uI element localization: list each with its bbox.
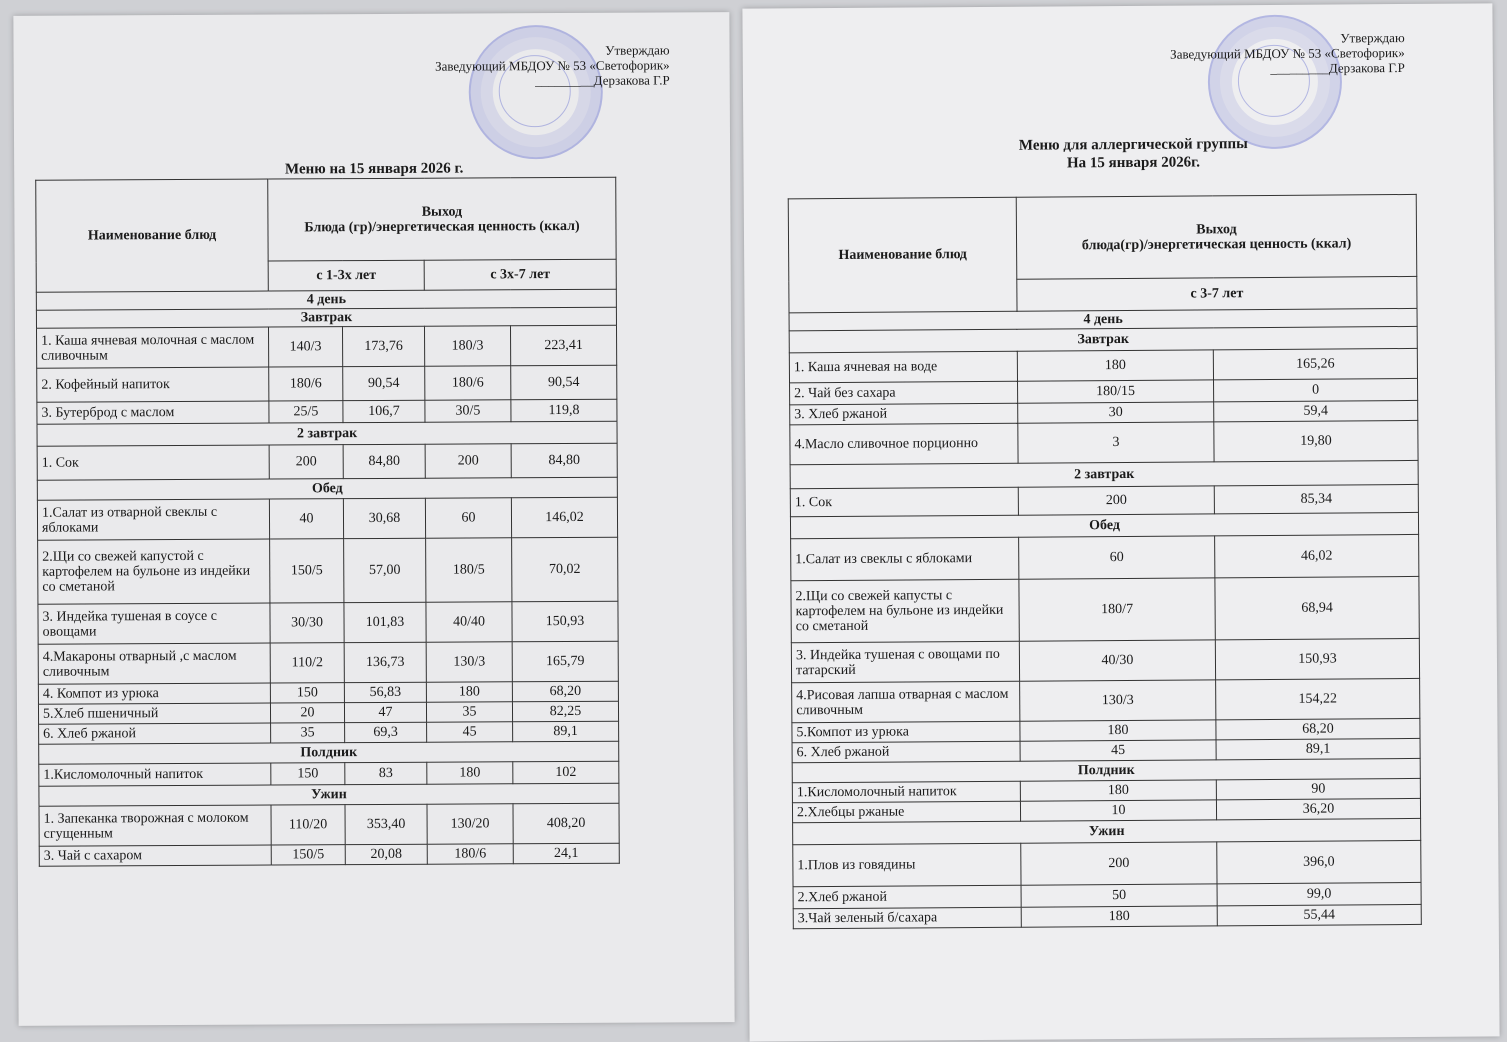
menu-title: Меню для аллергической группы На 15 января 2026г. [1018,136,1248,172]
dish-name: 1. Каша ячневая молочная с маслом сливочным [36,327,268,368]
section-title: Обед [37,477,617,500]
portion-weight: 40/40 [426,602,512,642]
menu-table [35,177,620,867]
portion-weight: 40 [269,499,343,539]
energy-kcal: 99,0 [1217,882,1421,905]
energy-kcal: 68,20 [512,681,618,702]
energy-kcal: 165,26 [1213,348,1417,379]
portion-weight: 30 [1018,402,1214,423]
energy-kcal: 89,1 [513,721,619,742]
energy-kcal: 30,68 [343,498,425,538]
portion-weight: 110/20 [271,805,345,845]
energy-kcal: 90 [1216,778,1420,799]
energy-kcal: 46,02 [1215,534,1419,577]
portion-weight: 180 [1020,720,1216,741]
energy-kcal: 223,41 [510,325,616,366]
dish-name: 3. Чай с сахаром [39,845,271,866]
portion-weight: 180/7 [1019,578,1215,641]
dish-name: 2. Чай без сахара [790,381,1018,405]
portion-weight: 140/3 [268,327,342,367]
energy-kcal: 396,0 [1217,840,1421,883]
approve-line: _________Дерзакова Г.Р [1270,60,1405,76]
section-title: 2 завтрак [790,460,1418,488]
approve-line: Утверждаю [605,42,670,58]
dish-row [791,576,1419,642]
energy-kcal: 146,02 [511,497,617,538]
energy-kcal: 85,34 [1214,484,1418,513]
dish-name: 4.Рисовая лапша отварная с маслом сливочным [792,681,1020,723]
dish-name: 2.Хлеб ржаной [793,885,1021,909]
dish-name: 1.Плов из говядины [793,843,1021,887]
dish-name: 2.Щи со свежей капусты с картофелем на бульоне из индейки со сметаной [791,579,1019,643]
dish-row [36,325,616,368]
menu-title: Меню на 15 января 2026 г. [284,160,464,178]
energy-kcal: 69,3 [345,722,427,742]
dish-name: 4. Компот из урюка [38,683,270,704]
portion-weight: 200 [1021,842,1217,885]
dish-name: 4.Макароны отварный ,с маслом сливочным [38,643,270,684]
portion-weight: 180/6 [269,367,343,401]
energy-kcal: 90,54 [511,365,617,400]
portion-weight: 50 [1021,884,1217,907]
portion-weight: 200 [1018,486,1214,515]
dish-name: 1. Сок [790,487,1018,517]
dish-row [39,803,619,846]
portion-weight: 180 [1017,350,1213,381]
portion-weight: 180 [427,762,513,784]
energy-kcal: 36,20 [1216,798,1420,819]
header-output: Выход блюда(гр)/энергетическая ценность (ккал) [1016,194,1417,279]
approval-block [1170,30,1405,77]
energy-kcal: 136,73 [344,642,426,682]
portion-weight: 35 [271,723,345,743]
dish-row [37,497,617,540]
portion-weight: 180 [426,682,512,702]
energy-kcal: 106,7 [343,400,425,422]
portion-weight: 10 [1020,800,1216,821]
portion-weight: 45 [1020,740,1216,761]
dish-name: 4.Масло сливочное порционно [790,423,1018,465]
dish-row [37,399,617,424]
energy-kcal: 119,8 [511,399,617,422]
energy-kcal: 57,00 [344,538,426,602]
section-title: Ужин [793,818,1421,844]
dish-row [37,443,617,480]
header-dish-name: Наименование блюд [36,179,269,292]
approve-line: Заведующий МБДОУ № 53 «Светофорик» [435,57,670,74]
dish-name: 1.Салат из свеклы с яблоками [791,537,1019,581]
energy-kcal: 83 [345,762,427,784]
dish-row [791,638,1419,682]
section-row [37,421,617,446]
dish-name: 6. Хлеб ржаной [39,723,271,744]
section-title: Завтрак [36,307,616,328]
dish-row [793,904,1421,928]
dish-row [791,534,1419,580]
portion-weight: 25/5 [269,401,343,423]
dish-row [39,843,619,866]
dish-row [789,348,1417,382]
dish-row [38,601,618,644]
energy-kcal: 20,08 [345,844,427,864]
portion-weight: 60 [1019,536,1215,579]
portion-weight: 180/15 [1018,380,1214,403]
section-title: Полдник [792,758,1420,782]
energy-kcal: 0 [1214,378,1418,401]
header-output: Выход Блюда (гр)/энергетическая ценность (ккал) [268,177,616,261]
energy-kcal: 56,83 [344,682,426,702]
portion-weight: 180 [1020,780,1216,801]
portion-weight: 130/3 [1020,680,1216,721]
dish-name: 2.Хлебцы ржаные [792,801,1020,823]
dish-name: 1. Сок [37,445,269,480]
dish-row [793,840,1421,886]
header-age-1-3: с 1-3х лет [268,260,424,291]
dish-name: 1.Салат из отварной свеклы с яблоками [37,499,269,540]
approval-block [435,42,670,88]
energy-kcal: 47 [344,702,426,722]
header-dish-name: Наименование блюд [788,197,1017,313]
portion-weight: 150/5 [271,845,345,865]
portion-weight: 180 [1021,906,1217,927]
portion-weight: 150/5 [270,539,344,603]
portion-weight: 40/30 [1019,640,1215,681]
portion-weight: 150 [271,763,345,785]
dish-name: 2. Кофейный напиток [37,367,269,402]
section-title: 4 день [36,289,616,310]
energy-kcal: 150,93 [512,601,618,642]
menu-table [788,194,1422,929]
dish-row [790,484,1418,516]
dish-name: 5.Компот из урюка [792,721,1020,743]
header-age-3-7: с 3х-7 лет [424,259,616,290]
portion-weight: 180/3 [424,326,510,366]
menu-table-body [36,289,619,866]
dish-name: 1.Кисломолочный напиток [792,781,1020,803]
dish-name: 3. Индейка тушеная в соусе с овощами [38,603,270,644]
energy-kcal: 102 [513,761,619,784]
energy-kcal: 408,20 [513,803,619,844]
dish-row [39,761,619,786]
portion-weight: 35 [426,702,512,722]
dish-name: 2.Щи со свежей капустой с картофелем на бульоне из индейки со сметаной [38,539,270,604]
energy-kcal: 353,40 [345,804,427,844]
portion-weight: 180/5 [426,538,512,602]
portion-weight: 200 [425,444,511,478]
section-title: 2 завтрак [37,421,617,446]
menu-table-body [789,308,1421,928]
portion-weight: 3 [1018,422,1214,463]
dish-name: 3. Индейка тушеная с овощами по татарский [791,641,1019,683]
portion-weight: 20 [270,703,344,723]
dish-row [37,365,617,402]
portion-weight: 110/2 [270,643,344,683]
dish-name: 5.Хлеб пшеничный [38,703,270,724]
energy-kcal: 70,02 [512,537,618,602]
portion-weight: 180/6 [425,366,511,400]
energy-kcal: 165,79 [512,641,618,682]
portion-weight: 45 [427,722,513,742]
dish-name: 1. Запеканка творожная с молоком сгущенным [39,805,271,846]
energy-kcal: 19,80 [1214,420,1418,461]
dish-name: 6. Хлеб ржаной [792,741,1020,763]
dish-row [38,537,618,604]
portion-weight: 130/20 [427,804,513,844]
dish-name: 3. Бутерброд с маслом [37,401,269,424]
dish-row [38,641,618,684]
approve-line: Утверждаю [1340,30,1405,46]
dish-name: 1. Каша ячневая на воде [789,351,1017,383]
energy-kcal: 101,83 [344,602,426,642]
portion-weight: 150 [270,683,344,703]
energy-kcal: 82,25 [512,701,618,722]
dish-name: 1.Кисломолочный напиток [39,763,271,786]
right-menu-sheet [742,3,1499,1041]
portion-weight: 30/5 [425,400,511,422]
section-title: Завтрак [789,326,1417,352]
section-title: Обед [790,512,1418,538]
portion-weight: 200 [269,445,343,479]
energy-kcal: 68,94 [1215,576,1419,639]
left-menu-sheet [13,12,734,1026]
energy-kcal: 55,44 [1217,904,1421,925]
energy-kcal: 89,1 [1216,738,1420,759]
portion-weight: 130/3 [426,642,512,682]
energy-kcal: 90,54 [343,366,425,400]
section-title: Ужин [39,783,619,806]
header-age-3-7: с 3-7 лет [1017,276,1417,311]
approve-line: _________Дерзакова Г.Р [535,72,670,89]
portion-weight: 60 [425,498,511,538]
energy-kcal: 173,76 [342,326,424,366]
energy-kcal: 68,20 [1216,718,1420,739]
section-title: 4 день [789,308,1417,330]
energy-kcal: 84,80 [511,443,617,478]
dish-row [790,420,1418,464]
section-title: Полдник [39,741,619,764]
energy-kcal: 84,80 [343,444,425,478]
portion-weight: 30/30 [270,603,344,643]
energy-kcal: 150,93 [1215,638,1419,679]
energy-kcal: 154,22 [1216,678,1420,719]
energy-kcal: 24,1 [513,843,619,864]
dish-name: 3. Хлеб ржаной [790,403,1018,425]
energy-kcal: 59,4 [1214,400,1418,421]
dish-name: 3.Чай зеленый б/сахара [793,907,1021,929]
dish-row [792,678,1420,722]
portion-weight: 180/6 [427,844,513,864]
approve-line: Заведующий МБДОУ № 53 «Светофорик» [1170,45,1405,62]
